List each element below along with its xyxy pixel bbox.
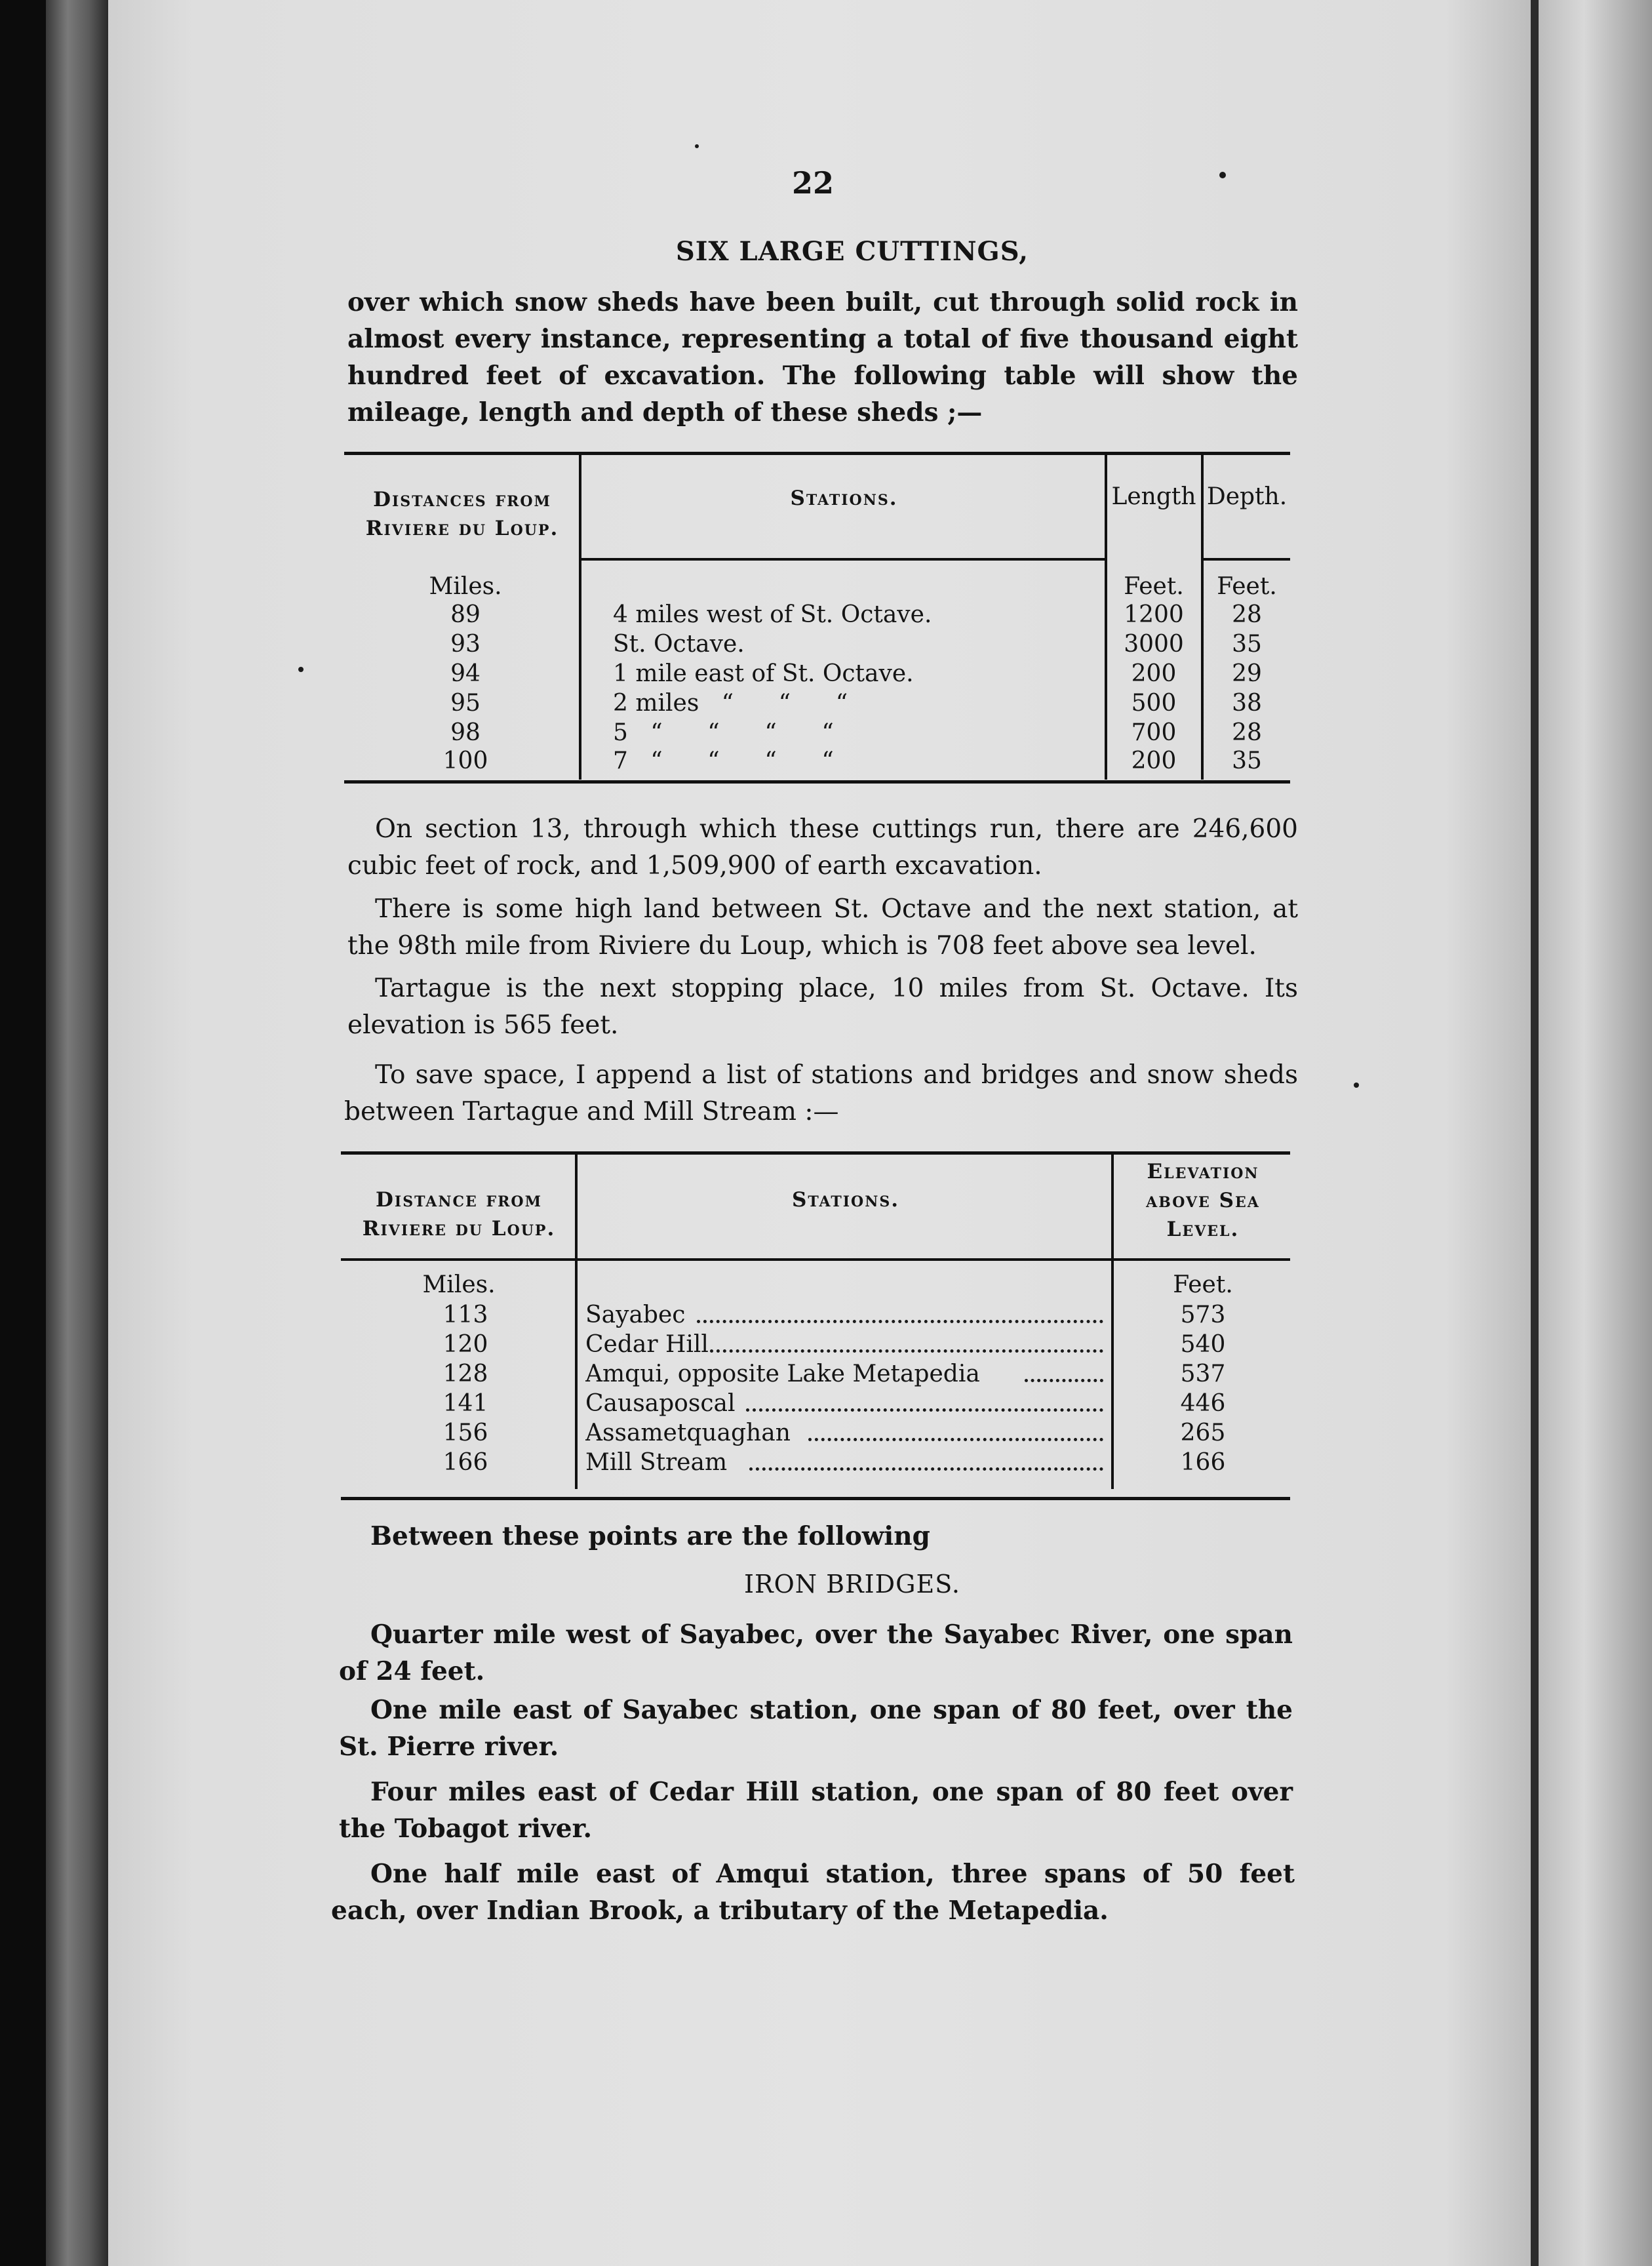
row-station-cell: [585, 1418, 1105, 1448]
row-depth: 35: [1232, 747, 1262, 774]
row-station: Causaposcal: [585, 1390, 736, 1417]
paragraph-tartague: Tartague is the next stopping place, 10 miles from St. Octave. Its elevation is 565 feet.: [347, 974, 1298, 1040]
table-rule-top: [341, 1151, 1290, 1155]
row-miles: 166: [442, 1449, 488, 1476]
unit-miles: Miles.: [422, 1271, 496, 1298]
row-miles: 113: [442, 1302, 488, 1328]
header-distance: Distance from Riviere du Loup.: [362, 1188, 556, 1241]
row-elevation: 446: [1180, 1390, 1226, 1417]
table-header-rule: [341, 1258, 575, 1261]
paragraph-between: Between these points are the following: [370, 1521, 930, 1551]
row-miles: 128: [442, 1361, 488, 1387]
row-length: 1200: [1124, 601, 1184, 628]
row-depth: 38: [1232, 690, 1262, 717]
row-miles: 120: [442, 1331, 488, 1358]
row-length: 700: [1131, 719, 1177, 746]
page-number: 22: [791, 165, 834, 201]
table-header-rule: [578, 1258, 1111, 1261]
row-elevation: 573: [1180, 1302, 1226, 1328]
row-depth: 28: [1232, 601, 1262, 628]
row-length: 3000: [1124, 631, 1184, 658]
header-distance: Distances from Riviere du Loup.: [365, 488, 559, 540]
dot-leader: [749, 1467, 1103, 1471]
unit-depth: Feet.: [1217, 573, 1277, 600]
row-depth: 28: [1232, 719, 1262, 746]
row-length: 500: [1131, 690, 1177, 717]
row-station-cell: [585, 1448, 1105, 1477]
header-depth: Depth.: [1206, 483, 1288, 510]
table-header-rule: [1114, 1258, 1290, 1261]
row-station: Assametquaghan: [585, 1420, 791, 1446]
dot-leader: [697, 1320, 1103, 1323]
row-station: St. Octave.: [613, 631, 745, 658]
header-length: Length: [1111, 483, 1196, 510]
row-station-cell: [585, 1330, 1105, 1359]
row-station: Amqui, opposite Lake Metapedia: [585, 1361, 980, 1387]
dot-leader: [808, 1438, 1103, 1441]
row-miles: 94: [450, 660, 481, 687]
dot-leader: [1025, 1379, 1103, 1382]
row-miles: 141: [442, 1390, 488, 1417]
unit-elevation: Feet.: [1173, 1271, 1233, 1298]
bridge-paragraph: Four miles east of Cedar Hill station, one span of 80 feet over the Tobagot river.: [339, 1777, 1293, 1844]
row-elevation: 540: [1180, 1331, 1226, 1358]
paragraph-high-land: There is some high land between St. Octave and the next station, at the 98th mile from Riviere du Loup, which is 708 feet above sea level.: [347, 894, 1298, 961]
header-elevation: Elevation above Sea Level.: [1146, 1160, 1260, 1241]
row-miles: 93: [450, 631, 481, 658]
row-station: Sayabec: [585, 1302, 686, 1328]
row-station: 5 “ “ “ “: [613, 719, 834, 746]
header-stations: Stations.: [791, 1188, 900, 1212]
row-station-cell: [585, 1300, 1105, 1330]
dot-leader: [710, 1349, 1103, 1353]
row-elevation: 537: [1180, 1361, 1226, 1387]
table-header-rule: [581, 558, 1105, 561]
row-elevation: 265: [1180, 1420, 1226, 1446]
table-header-rule: [1204, 558, 1290, 561]
row-miles: 95: [450, 690, 481, 717]
row-miles: 156: [442, 1420, 488, 1446]
row-station: 2 miles “ “ “: [613, 690, 848, 717]
table-rule-top: [344, 452, 1290, 455]
row-station-cell: [585, 1359, 1105, 1389]
row-station: Cedar Hill: [585, 1331, 709, 1358]
row-station: 4 miles west of St. Octave.: [613, 601, 932, 628]
row-miles: 100: [442, 747, 488, 774]
paragraph-section-13: On section 13, through which these cuttings run, there are 246,600 cubic feet of rock, and 1,509,900 of earth excavation.: [347, 814, 1298, 881]
unit-length: Feet.: [1124, 573, 1184, 600]
bridge-paragraph: One half mile east of Amqui station, three spans of 50 feet each, over Indian Brook, a tributary of the Metapedia.: [331, 1859, 1295, 1926]
row-miles: 89: [450, 601, 481, 628]
unit-miles: Miles.: [429, 573, 502, 600]
table-rule-bottom: [341, 1497, 1290, 1500]
row-depth: 29: [1232, 660, 1262, 687]
row-depth: 35: [1232, 631, 1262, 658]
row-miles: 98: [450, 719, 481, 746]
table-column-rule: [575, 1155, 578, 1489]
row-elevation: 166: [1180, 1449, 1226, 1476]
intro-paragraph: over which snow sheds have been built, cut through solid rock in almost every instance, representing a total of five thousand eight hundred feet of excavation. The following table will show the mileage, length and depth of these sheds ;—: [347, 287, 1298, 427]
row-length: 200: [1131, 660, 1177, 687]
row-length: 200: [1131, 747, 1177, 774]
dot-leader: [746, 1408, 1103, 1412]
section-heading: SIX LARGE CUTTINGS,: [675, 236, 1029, 267]
header-stations: Stations.: [790, 487, 898, 510]
bridge-paragraph: Quarter mile west of Sayabec, over the Sayabec River, one span of 24 feet.: [339, 1620, 1293, 1686]
bridge-paragraph: One mile east of Sayabec station, one span of 80 feet, over the St. Pierre river.: [339, 1695, 1293, 1762]
row-station: Mill Stream: [585, 1449, 728, 1476]
iron-bridges-heading: IRON BRIDGES.: [744, 1570, 960, 1599]
table-column-rule: [579, 455, 581, 780]
row-station: 7 “ “ “ “: [613, 747, 834, 774]
paragraph-save-space: To save space, I append a list of stations and bridges and snow sheds between Tartague and Mill Stream :—: [344, 1060, 1298, 1126]
row-station-cell: [585, 1389, 1105, 1418]
table-column-rule: [1111, 1155, 1114, 1489]
table-rule-bottom: [344, 780, 1290, 784]
row-station: 1 mile east of St. Octave.: [613, 660, 914, 687]
